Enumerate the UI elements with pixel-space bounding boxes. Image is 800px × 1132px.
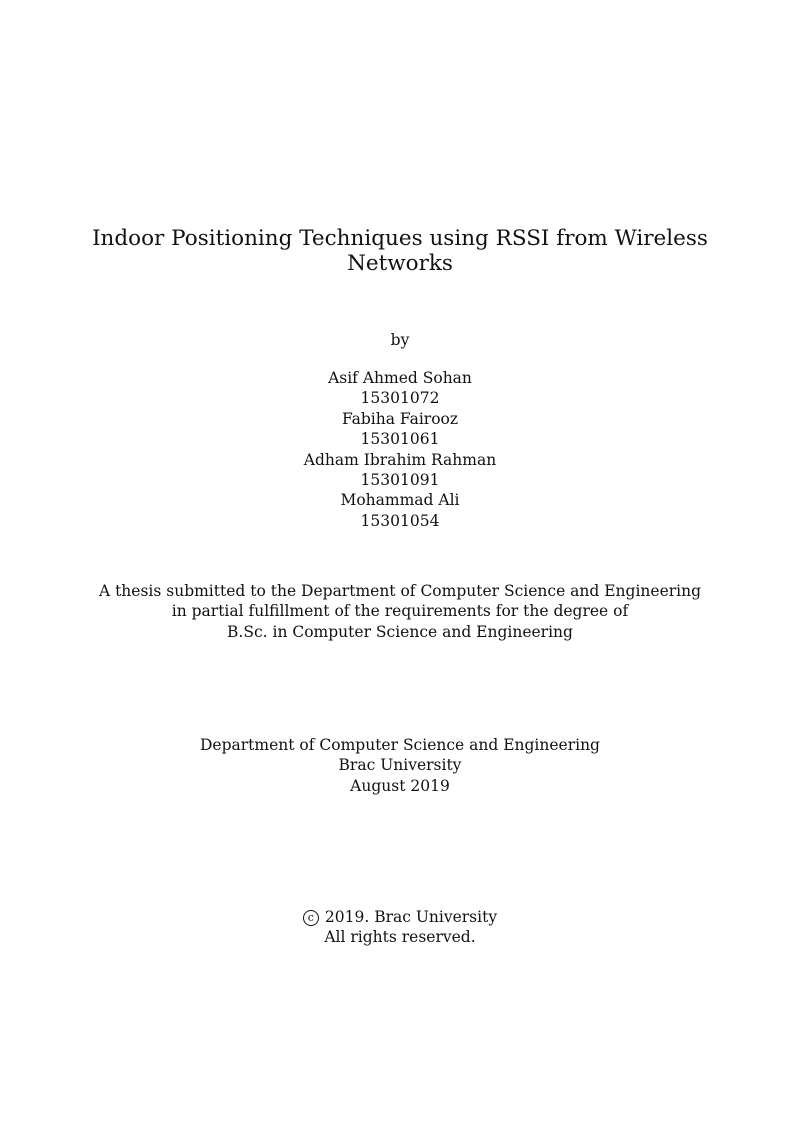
thesis-title-line-1: Indoor Positioning Techniques using RSSI from Wireless xyxy=(92,226,708,251)
by-label: by xyxy=(390,331,410,349)
submission-line-1: A thesis submitted to the Department of Computer Science and Engineering xyxy=(98,582,702,600)
author-id: 15301072 xyxy=(360,389,440,408)
submission-line-3: B.Sc. in Computer Science and Engineering xyxy=(227,622,573,641)
author-name: Adham Ibrahim Rahman xyxy=(303,450,497,469)
submission-date: August 2019 xyxy=(350,776,450,795)
university-name: Brac University xyxy=(338,756,462,775)
author-name: Fabiha Fairooz xyxy=(341,409,459,428)
author-name: Asif Ahmed Sohan xyxy=(328,369,472,387)
thesis-title-line-2: Networks xyxy=(347,251,453,276)
department-name: Department of Computer Science and Engineering xyxy=(200,736,600,754)
copyright-line xyxy=(0,907,800,927)
author-name: Mohammad Ali xyxy=(340,491,460,510)
author-id: 15301054 xyxy=(360,511,440,530)
author-id: 15301061 xyxy=(360,430,440,449)
submission-line-2: in partial fulfillment of the requirements for the degree of xyxy=(171,602,629,621)
copyright-icon: c xyxy=(303,910,319,926)
submission-statement xyxy=(0,581,800,642)
rights-reserved: All rights reserved. xyxy=(324,928,476,947)
author-list xyxy=(0,368,800,531)
author-id: 15301091 xyxy=(360,471,440,490)
copyright-block xyxy=(0,907,800,948)
institution-block xyxy=(0,735,800,796)
thesis-title xyxy=(0,226,800,276)
copyright-text: 2019. Brac University xyxy=(324,908,498,926)
